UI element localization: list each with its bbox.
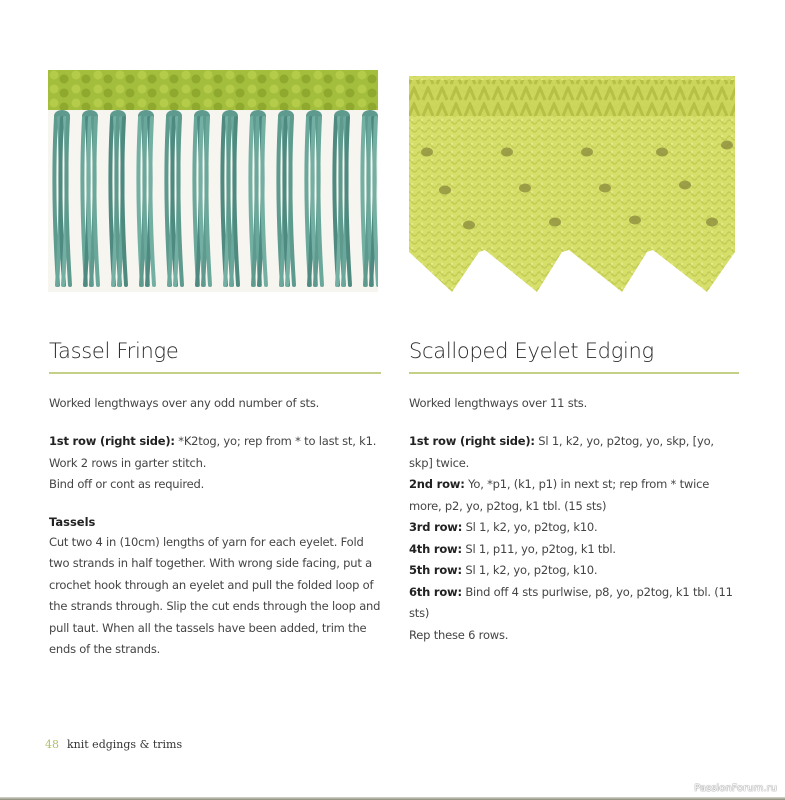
pattern-rows	[409, 431, 739, 646]
row-label: 2nd row:	[409, 477, 465, 491]
tassel-fringe-section	[49, 336, 381, 661]
row-text: Work 2 rows in garter stitch.	[49, 455, 207, 470]
running-title: knit edgings & trims	[67, 738, 183, 751]
row-text: Yo, *p1, (k1, p1) in next st; rep from * twice more, p2, yo, p2tog, k1 tbl. (15 sts)	[409, 477, 710, 513]
row-label: 3rd row:	[409, 520, 463, 534]
pattern-row	[49, 431, 381, 453]
scalloped-eyelet-edging-section	[409, 336, 739, 646]
intro-text: Worked lengthways over 11 sts.	[409, 396, 588, 410]
page-number: 48	[45, 738, 59, 751]
row-label: 5th row:	[409, 563, 462, 577]
row-text: Sl 1, k2, yo, p2tog, yo, skp, [yo, skp] twice.	[409, 434, 714, 470]
row-label: 6th row:	[409, 584, 462, 599]
tassel-fringe-illustration	[48, 70, 378, 292]
pattern-row	[409, 539, 739, 561]
section-title: Tassel Fringe	[49, 339, 179, 363]
pattern-row	[409, 582, 739, 625]
row-text: Sl 1, k2, yo, p2tog, k10.	[461, 563, 598, 577]
page-footer	[45, 738, 182, 751]
tassels-heading: Tassels	[49, 514, 96, 529]
watermark: PassionForum.ru	[694, 783, 777, 794]
pattern-row	[409, 474, 739, 517]
row-label: 1st row (right side):	[409, 434, 535, 448]
pattern-row	[409, 431, 739, 474]
pattern-row	[409, 625, 739, 647]
pattern-rows	[49, 431, 381, 496]
title-divider	[409, 372, 739, 374]
row-label: 1st row (right side):	[49, 434, 175, 448]
row-text: Bind off 4 sts purlwise, p8, yo, p2tog, k1 tbl. (11 sts)	[409, 584, 733, 620]
title-divider	[49, 372, 381, 374]
pattern-row	[49, 453, 381, 475]
row-text: *K2tog, yo; rep from * to last st, k1.	[174, 434, 377, 448]
scalloped-edging-illustration	[407, 70, 737, 305]
row-text: Rep these 6 rows.	[409, 627, 509, 642]
row-text: Sl 1, p11, yo, p2tog, k1 tbl.	[461, 541, 616, 556]
tassel-fringe-photo	[48, 70, 378, 292]
row-label: 4th row:	[409, 541, 462, 556]
pattern-row	[409, 517, 739, 539]
intro-text: Worked lengthways over any odd number of sts.	[49, 396, 320, 410]
row-text: Sl 1, k2, yo, p2tog, k10.	[462, 520, 598, 534]
pattern-row	[49, 474, 381, 496]
tassels-instructions: Cut two 4 in (10cm) lengths of yarn for each eyelet. Fold two strands in half together. With wrong side facing, put a crochet hook through an eyelet and pull the folded loop of the strands through. Slip the cut ends through the loop and pull taut. When all the tassels have been added, trim the ends of the strands.	[49, 534, 381, 656]
pattern-row	[409, 560, 739, 582]
section-title: Scalloped Eyelet Edging	[409, 339, 654, 363]
scalloped-eyelet-edging-photo	[407, 70, 737, 305]
row-text: Bind off or cont as required.	[49, 477, 205, 491]
